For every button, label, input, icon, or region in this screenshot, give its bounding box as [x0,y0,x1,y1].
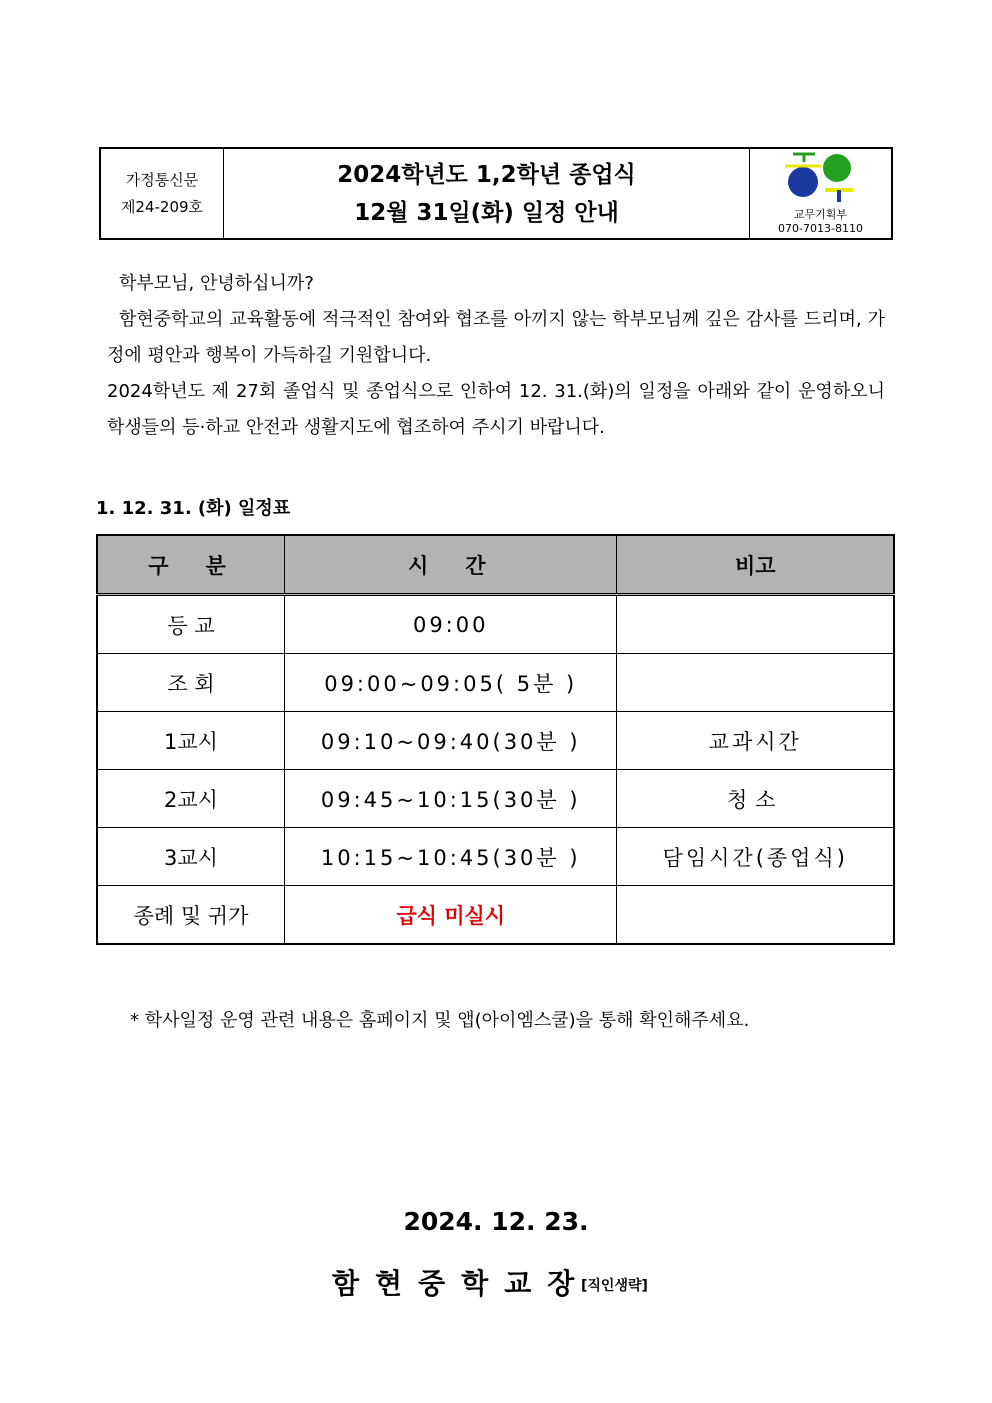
greeting: 학부모님, 안녕하십니까? [119,273,314,294]
row-category: 1교시 [97,712,284,770]
doc-number: 제24-209호 [120,197,204,216]
row-category: 등 교 [97,595,284,654]
row-time: 10:15~10:45(30분 ) [284,828,617,886]
paragraph-2: 2024학년도 제 27회 졸업식 및 종업식으로 인하여 12. 31.(화)의 일정을 아래와 같이 운영하오니 학생들의 등·하교 안전과 생활지도에 협조하여 주시기 바랍니다. [107,381,885,438]
table-row [97,886,894,945]
row-category: 2교시 [97,770,284,828]
table-row [97,654,894,712]
table-row [97,828,894,886]
row-note: 청소 [617,770,894,828]
schedule-title: 1. 12. 31. (화) 일정표 [96,498,291,519]
dept-info [749,149,891,238]
header-category: 구 분 [97,535,284,595]
row-time: 09:00 [284,595,617,654]
doc-info [101,149,224,238]
header-time: 시 간 [284,535,617,595]
row-category: 종례 및 귀가 [97,886,284,945]
seal-note: [직인생략] [581,1278,648,1294]
table-row [97,770,894,828]
title-line1: 2024학년도 1,2학년 종업식 [337,161,636,188]
header-note: 비고 [617,535,894,595]
table-row [97,595,894,654]
school-logo-icon [785,150,857,206]
row-time: 09:10~09:40(30분 ) [284,712,617,770]
dept-name: 교무기획부 [793,208,848,221]
paragraph-1: 함현중학교의 교육활동에 적극적인 참여와 협조를 아끼지 않는 학부모님께 깊은 감사를 드리며, 가정에 평안과 행복이 가득하길 기원합니다. [107,309,885,366]
footnote: * 학사일정 운영 관련 내용은 홈페이지 및 앱(아이엠스쿨)을 통해 확인해주세요. [130,1010,750,1031]
issue-date: 2024. 12. 23. [403,1207,589,1236]
row-time: 09:00~09:05( 5분 ) [284,654,617,712]
dept-phone: 070-7013-8110 [778,222,863,235]
table-header-row [97,535,894,595]
row-note [617,595,894,654]
row-category: 3교시 [97,828,284,886]
row-time: 급식 미실시 [284,886,617,945]
table-row [97,712,894,770]
row-time: 09:45~10:15(30분 ) [284,770,617,828]
row-note [617,654,894,712]
row-category: 조 회 [97,654,284,712]
header-box [99,147,893,240]
title-line2: 12월 31일(화) 일정 안내 [354,199,619,226]
row-note: 교과시간 [617,712,894,770]
intro-text [107,266,885,446]
row-note: 담임시간(종업식) [617,828,894,886]
row-note [617,886,894,945]
signer: 함현중학교장 [332,1267,591,1300]
doc-type: 가정통신문 [125,170,199,189]
doc-title [224,149,749,238]
schedule-table [96,534,895,945]
